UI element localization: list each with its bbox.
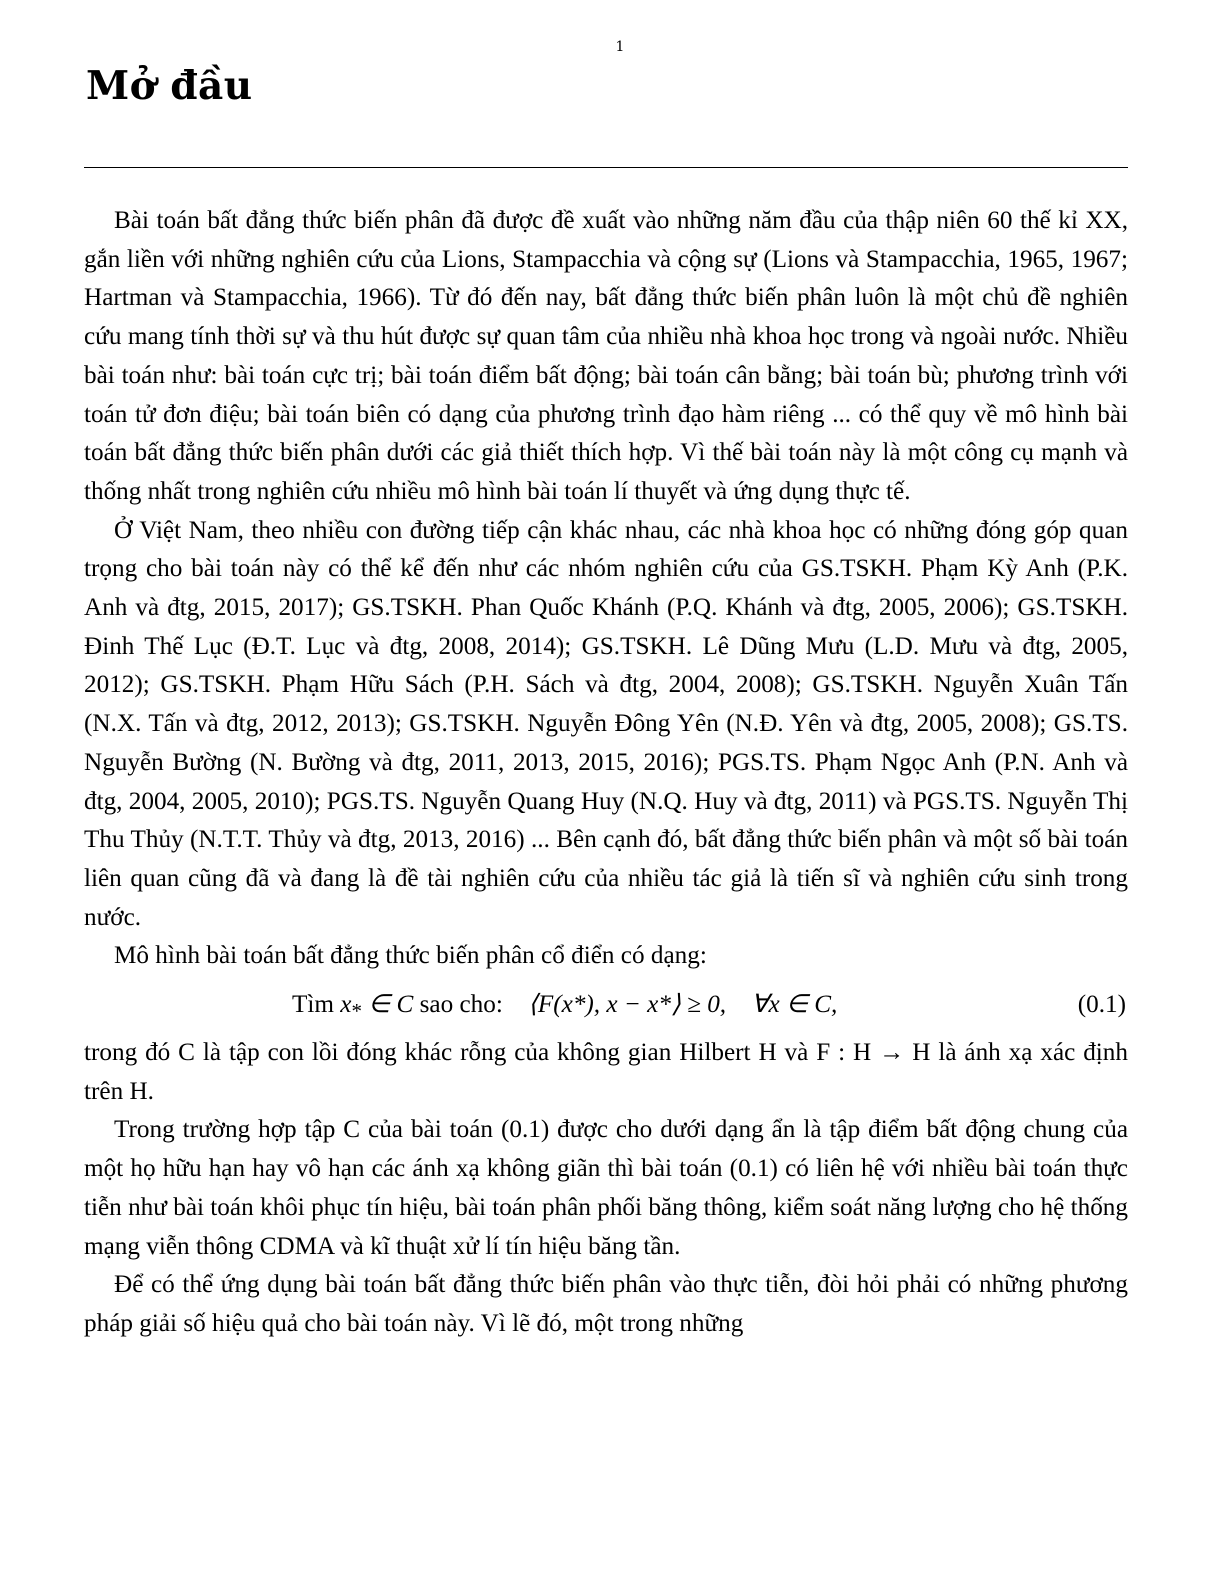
paragraph-after-equation: trong đó C là tập con lồi đóng khác rỗng của không gian Hilbert H và F : H → H là ánh xạ xác định trên H. [84, 1039, 1128, 1105]
equation-membership: ∈ C [361, 991, 414, 1019]
paragraph-fixed-point: Trong trường hợp tập C của bài toán (0.1) được cho dưới dạng ẩn là tập điểm bất động chung của một họ hữu hạn hay vô hạn các ánh xạ không giãn thì bài toán (0.1) có liên hệ với nhiều bài toán thực tiễn như bài toán khôi phục tín hiệu, bài toán phân phối băng thông, kiểm soát năng lượng cho hệ thống mạng viễn thông CDMA và kĩ thuật xử lí tín hiệu băng tần. [84, 1116, 1128, 1260]
equation-number: (0.1) [1077, 991, 1126, 1019]
body-text [84, 202, 1128, 1344]
equation-quantifier: ∀x ∈ C, [751, 991, 838, 1019]
paragraph-vietnam-research: Ở Việt Nam, theo nhiều con đường tiếp cận khác nhau, các nhà khoa học có những đóng góp quan trọng cho bài toán này có thể kể đến như các nhóm nghiên cứu của GS.TSKH. Phạm Kỳ Anh (P.K. Anh và đtg, 2015, 2017); GS.TSKH. Phan Quốc Khánh (P.Q. Khánh và đtg, 2005, 2006); GS.TSKH. Đinh Thế Lục (Đ.T. Lục và đtg, 2008, 2014); GS.TSKH. Lê Dũng Mưu (L.D. Mưu và đtg, 2005, 2012); GS.TSKH. Phạm Hữu Sách (P.H. Sách và đtg, 2004, 2008); GS.TSKH. Nguyễn Xuân Tấn (N.X. Tấn và đtg, 2012, 2013); GS.TSKH. Nguyễn Đông Yên (N.Đ. Yên và đtg, 2005, 2008); GS.TS. Nguyễn Bường (N. Bường và đtg, 2011, 2013, 2015, 2016); PGS.TS. Phạm Ngọc Anh (P.N. Anh và đtg, 2004, 2005, 2010); PGS.TS. Nguyễn Quang Huy (N.Q. Huy và đtg, 2011) và PGS.TS. Nguyễn Thị Thu Thủy (N.T.T. Thủy và đtg, 2013, 2016) ... Bên cạnh đó, bất đẳng thức biến phân và một số bài toán liên quan cũng đã và đang là đề tài nghiên cứu của nhiều tác giả là tiến sĩ và nghiên cứu sinh trong nước. [84, 516, 1128, 931]
equation-condition: sao cho: [413, 991, 503, 1019]
page-number: 1 [615, 39, 625, 55]
equation-var: x [340, 991, 352, 1019]
paragraph-model-intro: Mô hình bài toán bất đẳng thức biến phân cổ điển có dạng: [114, 942, 707, 970]
equation-body [292, 986, 837, 1031]
equation-prefix: Tìm [292, 991, 341, 1019]
equation-expression: ⟨F(x*), x − x*⟩ ≥ 0, [528, 991, 727, 1019]
section-title: Mở đầu [86, 63, 253, 109]
title-rule [84, 167, 1128, 168]
equation-subscript: * [351, 999, 362, 1024]
paragraph-applications: Để có thể ứng dụng bài toán bất đẳng thức biến phân vào thực tiễn, đòi hỏi phải có những phương pháp giải số hiệu quả cho bài toán này. Vì lẽ đó, một trong những [84, 1271, 1128, 1337]
paragraph-intro: Bài toán bất đẳng thức biến phân đã được đề xuất vào những năm đầu của thập niên 60 thế kỉ XX, gắn liền với những nghiên cứu của Lions, Stampacchia và cộng sự (Lions và Stampacchia, 1965, 1967; Hartman và Stampacchia, 1966). Từ đó đến nay, bất đẳng thức biến phân luôn là một chủ đề nghiên cứu mang tính thời sự và thu hút được sự quan tâm của nhiều nhà khoa học trong và ngoài nước. Nhiều bài toán như: bài toán cực trị; bài toán điểm bất động; bài toán cân bằng; bài toán bù; phương trình với toán tử đơn điệu; bài toán biên có dạng của phương trình đạo hàm riêng ... có thể quy về mô hình bài toán bất đẳng thức biến phân dưới các giả thiết thích hợp. Vì thế bài toán này là một công cụ mạnh và thống nhất trong nghiên cứu nhiều mô hình bài toán lí thuyết và ứng dụng thực tế. [84, 207, 1128, 505]
equation-0-1 [84, 976, 1128, 1034]
